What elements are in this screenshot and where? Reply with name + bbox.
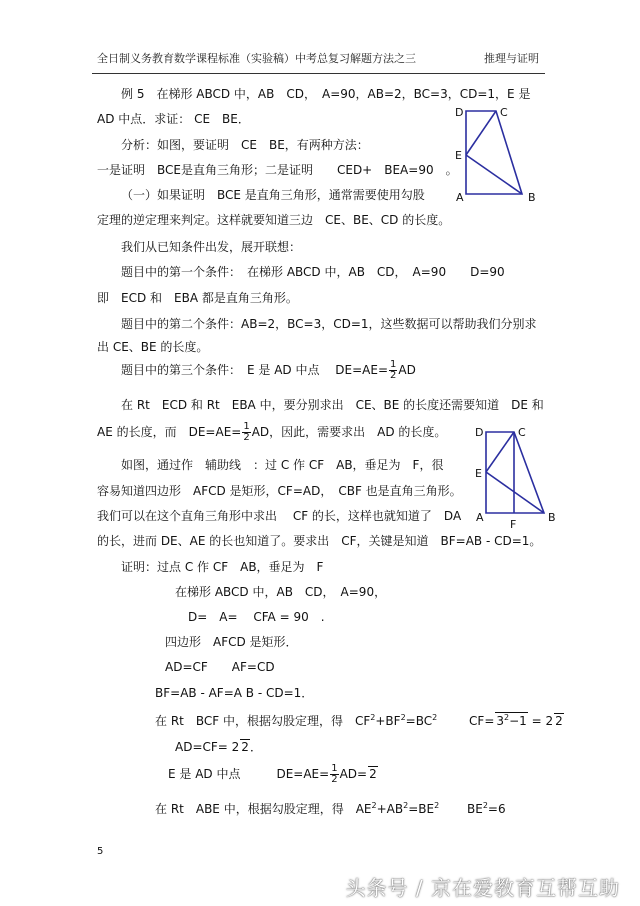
proof-step2: D= A= CFA = 90 . xyxy=(188,610,325,624)
fraction-denominator: 2 xyxy=(243,432,250,443)
label-e: E xyxy=(475,467,482,480)
auxiliary-line2: 容易知道四边形 AFCD 是矩形，CF=AD， CBF 也是直角三角形。 xyxy=(97,484,462,498)
segment-eb xyxy=(486,472,544,513)
fraction-numerator: 1 xyxy=(390,359,397,370)
be-result-value: =6 xyxy=(487,802,506,816)
lengths-tail: AD，因此，需要求出 AD 的长度。 xyxy=(251,425,447,439)
proof-pythagoras-bcf xyxy=(155,712,564,729)
ad-result-text: AD=CF= 2 xyxy=(175,740,240,754)
proof-step1: 在梯形 ABCD 中，AB CD， A=90， xyxy=(175,585,387,599)
sqrt-two: 2 xyxy=(241,740,249,754)
pythagoras-abe-term: =BE xyxy=(408,802,435,816)
pythagoras-abe-term: +AB xyxy=(376,802,404,816)
condition-three-tail: AD xyxy=(398,363,416,377)
trapezoid-outline xyxy=(466,111,522,194)
condition-three xyxy=(121,360,416,381)
proof-midpoint xyxy=(168,764,378,785)
condition-two-line1: 题目中的第二个条件：AB=2，BC=3，CD=1，这些数据可以帮助我们分别求 xyxy=(121,317,537,331)
association-intro: 我们从已知条件出发，展开联想： xyxy=(121,240,302,254)
fraction-half xyxy=(242,422,250,443)
pythagoras-bcf-term: =BC xyxy=(405,714,433,728)
method-one-line2: 定理的逆定理来判定。这样就要知道三边 CE、BE、CD 的长度。 xyxy=(97,213,451,227)
trapezoid-figure xyxy=(452,100,544,210)
auxiliary-line4: 的长，进而 DE、AE 的长也知道了。要求出 CF，关键是知道 BF=AB - CD=1。 xyxy=(97,534,542,548)
fraction-numerator: 1 xyxy=(331,763,338,774)
method-one-line1: （一）如果证明 BCE 是直角三角形，通常需要使用勾股 xyxy=(121,188,425,202)
proof-step3: 四边形 AFCD 是矩形． xyxy=(165,635,298,649)
rt-triangles-line: 在 Rt ECD 和 Rt EBA 中，要分别求出 CE、BE 的长度还需要知道 DE 和 xyxy=(121,398,544,412)
superscript: 2 xyxy=(371,801,377,810)
label-d: D xyxy=(475,426,484,439)
sqrt-tail: −1 xyxy=(509,714,527,728)
auxiliary-line3: 我们可以在这个直角三角形中求出 CF 的长，这样也就知道了 DA xyxy=(97,509,462,523)
condition-two-line2: 出 CE、BE 的长度。 xyxy=(97,340,209,354)
page-number: 5 xyxy=(97,846,104,857)
trapezoid-outline xyxy=(486,432,544,513)
auxiliary-line1: 如图，通过作 辅助线 ：过 C 作 CF AB，垂足为 F，很 xyxy=(121,458,444,472)
analysis-line2: 一是证明 BCE是直角三角形；二是证明 CED+ BEA=90 。 xyxy=(97,163,458,177)
cf-result-eq: = 2 xyxy=(527,714,554,728)
example-statement-line2: AD 中点．求证： CE BE． xyxy=(97,112,250,126)
superscript: 2 xyxy=(403,801,409,810)
superscript: 2 xyxy=(400,713,406,722)
superscript: 2 xyxy=(432,713,438,722)
ad-result-end: ． xyxy=(249,740,262,754)
label-b: B xyxy=(528,191,536,204)
sqrt-base: 3 xyxy=(496,714,505,728)
segment-ec xyxy=(486,432,514,472)
fraction-denominator: 2 xyxy=(390,370,397,381)
condition-one-line1: 题目中的第一个条件： 在梯形 ABCD 中，AB CD， A=90 D=90 xyxy=(121,265,505,279)
lengths-line xyxy=(97,422,446,443)
sqrt-two: 2 xyxy=(369,767,377,781)
proof-pythagoras-abe xyxy=(155,800,506,817)
analysis-line1: 分析：如图，要证明 CE BE，有两种方法： xyxy=(121,138,369,152)
midpoint-tail: AD= xyxy=(339,767,368,781)
trapezoid-auxiliary-figure xyxy=(470,422,570,534)
header-section: 推理与证明 xyxy=(484,52,539,65)
fraction-half xyxy=(330,764,338,785)
pythagoras-abe-text: 在 Rt ABE 中，根据勾股定理，得 AE xyxy=(155,802,372,816)
label-c: C xyxy=(518,426,526,439)
be-result-label: BE xyxy=(466,802,483,816)
proof-step5: BF=AB - AF=A B - CD=1． xyxy=(155,686,314,700)
cf-result-label: CF= xyxy=(469,714,495,728)
segment-eb xyxy=(466,155,522,194)
fraction-denominator: 2 xyxy=(331,774,338,785)
fraction-half xyxy=(389,360,397,381)
proof-ad-result xyxy=(175,738,262,755)
header-title: 全日制义务教育数学课程标准（实验稿）中考总复习解题方法之三 xyxy=(97,52,416,65)
condition-one-line2: 即 ECD 和 EBA 都是直角三角形。 xyxy=(97,291,298,305)
label-b: B xyxy=(548,511,556,524)
superscript: 2 xyxy=(504,713,510,722)
superscript: 2 xyxy=(434,801,440,810)
label-d: D xyxy=(455,106,464,119)
condition-three-text: 题目中的第三个条件： E 是 AD 中点 DE=AE= xyxy=(121,363,389,377)
proof-step4: AD=CF AF=CD xyxy=(165,660,275,674)
fraction-numerator: 1 xyxy=(243,421,250,432)
sqrt-expression xyxy=(495,712,527,728)
midpoint-text: E 是 AD 中点 DE=AE= xyxy=(168,767,330,781)
label-a: A xyxy=(476,511,484,524)
watermark: 头条号 / 京在爱教育互帮互助 xyxy=(345,876,620,900)
label-e: E xyxy=(455,149,462,162)
sqrt-two: 2 xyxy=(555,714,563,728)
pythagoras-bcf-text: 在 Rt BCF 中，根据勾股定理，得 CF xyxy=(155,714,371,728)
lengths-text: AE 的长度，而 DE=AE= xyxy=(97,425,242,439)
example-statement-line1: 例 5 在梯形 ABCD 中，AB CD， A=90，AB=2，BC=3，CD=1，E 是 xyxy=(121,87,531,101)
segment-ec xyxy=(466,111,496,155)
label-c: C xyxy=(500,106,508,119)
proof-start: 证明：过点 C 作 CF AB，垂足为 F xyxy=(121,560,324,574)
header-rule xyxy=(92,73,545,74)
superscript: 2 xyxy=(482,801,488,810)
label-a: A xyxy=(456,191,464,204)
label-f: F xyxy=(510,518,517,531)
pythagoras-bcf-term: +BF xyxy=(375,714,401,728)
superscript: 2 xyxy=(370,713,376,722)
